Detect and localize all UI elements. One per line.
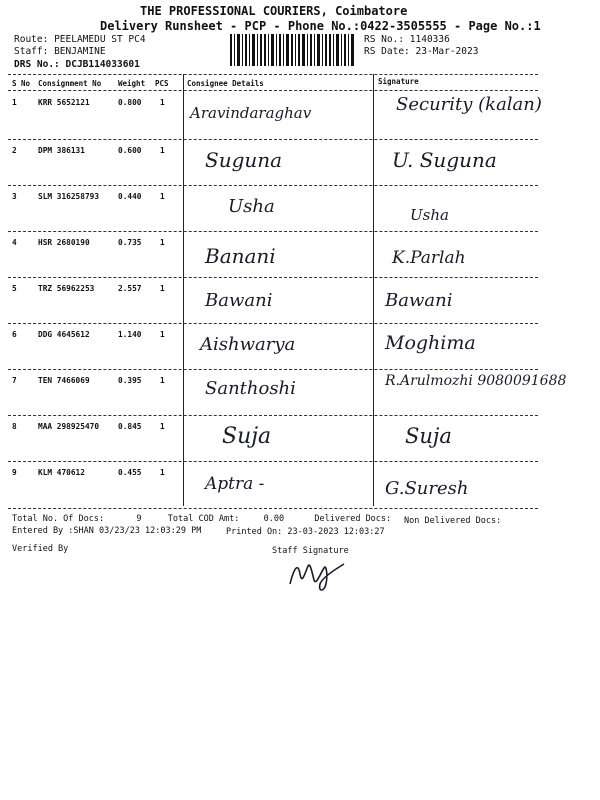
row-consignment-no: TEN 7466069 bbox=[38, 376, 90, 385]
table-row bbox=[0, 324, 600, 368]
row-sno: 1 bbox=[12, 98, 17, 107]
delivered-docs-label: Delivered Docs: bbox=[314, 514, 392, 524]
table-row bbox=[0, 462, 600, 506]
table-top-rule bbox=[8, 74, 538, 75]
rs-no-line bbox=[364, 34, 450, 45]
row-weight: 1.140 bbox=[118, 330, 142, 339]
row-signature: U. Suguna bbox=[392, 148, 497, 172]
rs-date-value: 23-Mar-2023 bbox=[415, 46, 479, 57]
company-title: THE PROFESSIONAL COURIERS, Coimbatore bbox=[140, 4, 408, 18]
row-sno: 2 bbox=[12, 146, 17, 155]
row-consignment-no: HSR 2680190 bbox=[38, 238, 90, 247]
route-value: PEELAMEDU ST PC4 bbox=[54, 34, 146, 45]
col-pcs-header: PCS bbox=[155, 79, 169, 88]
row-signature: Bawani bbox=[385, 290, 453, 311]
printed-on: Printed On: 23-03-2023 12:03:27 bbox=[226, 527, 385, 537]
row-consignee-handwritten: Suguna bbox=[205, 148, 283, 172]
row-sno: 5 bbox=[12, 284, 17, 293]
rs-no-value: 1140336 bbox=[409, 34, 450, 45]
drs-label: DRS No.: bbox=[14, 59, 60, 70]
table-row bbox=[0, 232, 600, 276]
row-consignment-no: SLM 316258793 bbox=[38, 192, 100, 201]
row-consignment-no: MAA 298925470 bbox=[38, 422, 100, 431]
row-signature: Suja bbox=[405, 424, 452, 448]
non-delivered-docs-label: Non Delivered Docs: bbox=[404, 516, 502, 526]
row-sno: 8 bbox=[12, 422, 17, 431]
table-row bbox=[0, 416, 600, 460]
row-pcs: 1 bbox=[160, 422, 165, 431]
totals-line bbox=[12, 514, 391, 524]
rs-date-label: RS Date: bbox=[364, 46, 410, 57]
row-consignee-handwritten: Usha bbox=[228, 196, 275, 217]
row-signature: R.Arulmozhi 9080091688 bbox=[385, 373, 567, 389]
row-signature: K.Parlah bbox=[392, 248, 466, 268]
table-row bbox=[0, 186, 600, 230]
row-weight: 0.455 bbox=[118, 468, 142, 477]
row-consignment-no: DDG 4645612 bbox=[38, 330, 90, 339]
row-pcs: 1 bbox=[160, 468, 165, 477]
row-consignment-no: DPM 386131 bbox=[38, 146, 85, 155]
staff-value: BENJAMINE bbox=[54, 46, 106, 57]
row-weight: 2.557 bbox=[118, 284, 142, 293]
total-cod-value: 0.00 bbox=[263, 514, 285, 524]
row-signature: Usha bbox=[410, 206, 449, 224]
route-line bbox=[14, 34, 146, 45]
row-sno: 3 bbox=[12, 192, 17, 201]
row-weight: 0.800 bbox=[118, 98, 142, 107]
row-consignment-no: KLM 470612 bbox=[38, 468, 85, 477]
col-sno-header: S No bbox=[12, 79, 31, 88]
entered-by: Entered By :SHAN 03/23/23 12:03:29 PM bbox=[12, 526, 202, 536]
staff-signature-scribble bbox=[286, 554, 356, 598]
table-row bbox=[0, 92, 600, 138]
staff-signature-label: Staff Signature bbox=[272, 546, 349, 556]
row-signature: Moghima bbox=[385, 332, 476, 354]
verified-by-label: Verified By bbox=[12, 544, 69, 554]
total-docs-value: 9 bbox=[136, 514, 142, 524]
row-pcs: 1 bbox=[160, 146, 165, 155]
rs-no-label: RS No.: bbox=[364, 34, 405, 45]
table-row bbox=[0, 278, 600, 322]
row-signature: Security (kalan) bbox=[396, 94, 542, 115]
signature-drawing bbox=[286, 554, 356, 594]
col-consignee-header: Consignee Details bbox=[187, 79, 264, 88]
row-weight: 0.845 bbox=[118, 422, 142, 431]
row-consignee-handwritten: Santhoshi bbox=[205, 378, 296, 399]
drs-value: DCJB114033601 bbox=[65, 59, 140, 70]
row-consignment-no: TRZ 56962253 bbox=[38, 284, 95, 293]
table-row bbox=[0, 140, 600, 184]
row-sno: 7 bbox=[12, 376, 17, 385]
row-signature: G.Suresh bbox=[385, 478, 469, 499]
row-pcs: 1 bbox=[160, 98, 165, 107]
row-consignee-handwritten: Suja bbox=[222, 424, 272, 449]
col-signature-header: Signature bbox=[378, 77, 419, 86]
barcode bbox=[230, 34, 356, 66]
drs-line bbox=[14, 59, 140, 70]
row-weight: 0.735 bbox=[118, 238, 142, 247]
total-docs-label: Total No. Of Docs: bbox=[12, 514, 105, 524]
row-consignee-handwritten: Aptra - bbox=[205, 474, 265, 494]
staff-label: Staff: bbox=[14, 46, 49, 57]
row-pcs: 1 bbox=[160, 284, 165, 293]
row-consignee-handwritten: Aravindaraghav bbox=[190, 104, 312, 122]
row-pcs: 1 bbox=[160, 376, 165, 385]
table-bottom-rule bbox=[8, 508, 538, 509]
staff-line bbox=[14, 46, 106, 57]
row-weight: 0.395 bbox=[118, 376, 142, 385]
table-header-rule bbox=[8, 90, 538, 91]
row-consignee-handwritten: Bawani bbox=[205, 290, 273, 311]
row-weight: 0.600 bbox=[118, 146, 142, 155]
rs-date-line bbox=[364, 46, 478, 57]
row-sno: 4 bbox=[12, 238, 17, 247]
total-cod-label: Total COD Amt: bbox=[167, 514, 240, 524]
row-pcs: 1 bbox=[160, 192, 165, 201]
row-sno: 9 bbox=[12, 468, 17, 477]
col-weight-header: Weight bbox=[118, 79, 146, 88]
row-sno: 6 bbox=[12, 330, 17, 339]
row-weight: 0.440 bbox=[118, 192, 142, 201]
runsheet-subtitle: Delivery Runsheet - PCP - Phone No.:0422-3505555 - Page No.:1 bbox=[100, 19, 541, 33]
row-consignee-handwritten: Banani bbox=[205, 244, 276, 268]
row-pcs: 1 bbox=[160, 238, 165, 247]
col-consignment-header: Consignment No bbox=[38, 79, 102, 88]
row-consignee-handwritten: Aishwarya bbox=[200, 334, 296, 355]
row-consignment-no: KRR 5652121 bbox=[38, 98, 90, 107]
table-row bbox=[0, 370, 600, 414]
route-label: Route: bbox=[14, 34, 49, 45]
barcode-graphic bbox=[230, 34, 356, 66]
row-pcs: 1 bbox=[160, 330, 165, 339]
